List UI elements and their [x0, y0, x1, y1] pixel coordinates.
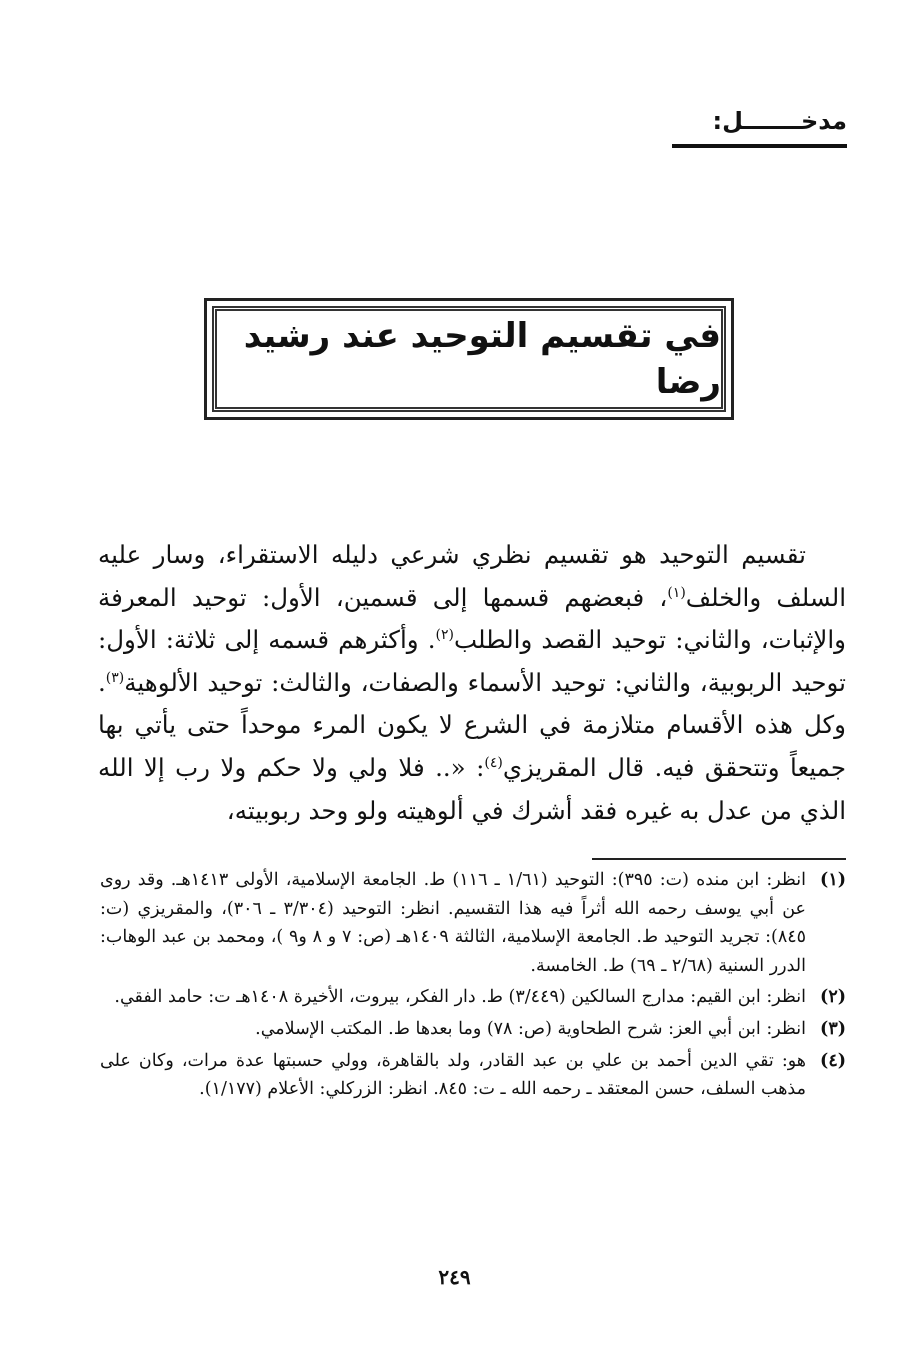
- page-number: ٢٤٩: [438, 1265, 471, 1289]
- footnote-4: [100, 1047, 846, 1104]
- footnote-text: انظر: ابن القيم: مدارج السالكين (٣/٤٤٩) ط. دار الفكر، بيروت، الأخيرة ١٤٠٨هـ ت: حامد الفقي.: [114, 987, 806, 1008]
- body-text-part: تقسيم التوحيد هو تقسيم نظري شرعي دليله الاستقراء، وسار عليه السلف والخلف: [98, 540, 847, 612]
- chapter-title: في تقسيم التوحيد عند رشيد رضا: [243, 316, 721, 402]
- chapter-title-inner-frame: [212, 306, 726, 412]
- footnote-text: هو: تقي الدين أحمد بن علي بن عبد القادر، ولد بالقاهرة، وولي حسبتها عدة مرات، وكان على مذهب السلف، حسن المعتقد ـ رحمه الله ـ ت: ٨٤٥. انظر: الزركلي: الأعلام (١/١٧٧).: [100, 1050, 806, 1100]
- footnote-separator: [592, 858, 846, 860]
- footnote-number: (٣): [820, 1018, 846, 1039]
- footnote-ref-3: (٣): [105, 669, 125, 686]
- footnote-text: انظر: ابن أبي العز: شرح الطحاوية (ص: ٧٨) وما بعدها ط. المكتب الإسلامي.: [255, 1018, 806, 1039]
- footnote-1: [100, 866, 846, 980]
- section-title: مدخـــــــل:: [712, 107, 847, 135]
- chapter-title-frame: [204, 298, 734, 420]
- footnote-ref-4: (٤): [484, 754, 503, 771]
- body-paragraph: [98, 534, 846, 832]
- paragraph: [98, 534, 846, 832]
- footnote-number: (٤): [820, 1050, 846, 1071]
- footnote-text: انظر: ابن منده (ت: ٣٩٥): التوحيد (١/٦١ ـ ١١٦) ط. الجامعة الإسلامية، الأولى ١٤١٣هـ. وقد روى عن أبي يوسف رحمه الله أثراً فيه هذا التقسيم. انظر: التوحيد (٣/٣٠٤ ـ ٣٠٦)، والمقريزي (ت: ٨٤٥): تجريد التوحيد ط. الجامعة الإسلامية، الثالثة ١٤٠٩هـ (ص: ٧ و ٨ و٩ )، ومحمد بن عبد الوهاب: الدرر السنية (٢/٦٨ ـ ٦٩) ط. الخامسة.: [100, 870, 807, 976]
- body-text-part: . وكل هذه الأقسام متلازمة في الشرع لا يكون المرء موحداً حتى يأتي بها جميعاً وتتحقق فيه. قال المقريزي: [98, 667, 846, 782]
- footnote-number: (٢): [820, 987, 846, 1008]
- footnote-ref-1: (١): [667, 584, 686, 601]
- body-text-part: . وأكثرهم قسمه إلى ثلاثة: الأول: توحيد الربوبية، والثاني: توحيد الأسماء والصفات، والثالث: توحيد الألوهية: [98, 625, 846, 697]
- body-text-part: : «.. فلا ولي ولا حكم ولا رب إلا الله الذي من عدل به غيره فقد أشرك في ألوهيته ولو وحد ربوبيته،: [98, 752, 846, 825]
- footnote-3: [100, 1015, 846, 1044]
- footnote-number: (١): [820, 870, 846, 890]
- section-header: [672, 104, 847, 148]
- body-text-part: ، فبعضهم قسمها إلى قسمين، الأول: توحيد المعرفة والإثبات، والثاني: توحيد القصد والطلب: [98, 582, 846, 655]
- footnotes: [100, 866, 846, 1107]
- footnote-2: [100, 983, 846, 1012]
- footnote-ref-2: (٢): [435, 627, 454, 644]
- section-underline: [672, 144, 847, 148]
